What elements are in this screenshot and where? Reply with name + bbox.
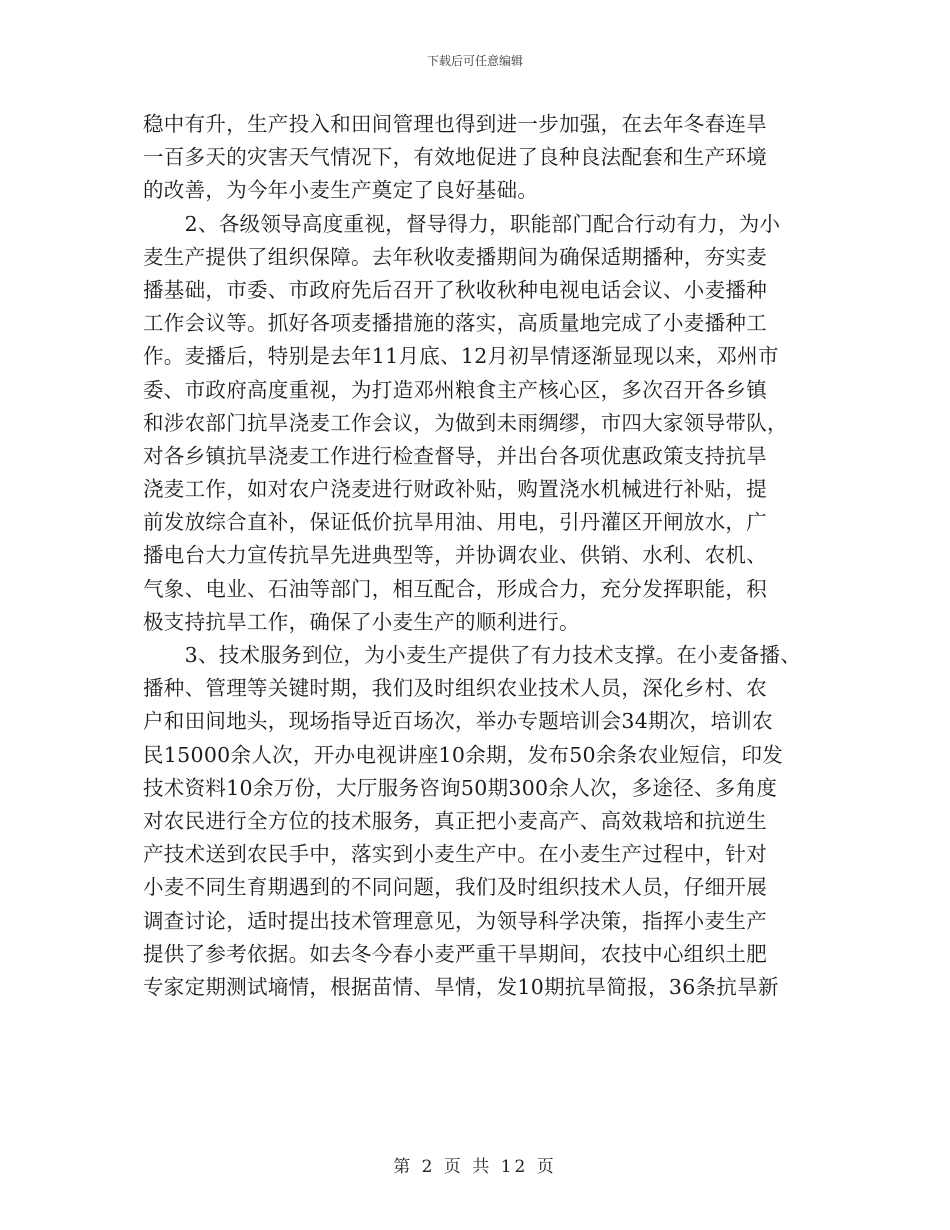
- text-line: 户和田间地头，现场指导近百场次，举办专题培训会34期次，培训农: [143, 709, 773, 734]
- text-line: 气象、电业、石油等部门，相互配合，形成合力，充分发挥职能，积: [143, 576, 767, 601]
- text-line: 麦生产提供了组织保障。去年秋收麦播期间为确保适期播种，夯实麦: [143, 244, 767, 269]
- text-line: 和涉农部门抗旱浇麦工作会议，为做到未雨绸缪，市四大家领导带队，: [143, 410, 788, 435]
- text-line: 委、市政府高度重视，为打造邓州粮食主产核心区，多次召开各乡镇: [143, 377, 767, 402]
- text-line: 播种、管理等关键时期，我们及时组织农业技术人员，深化乡村、农: [143, 676, 767, 701]
- text-line: 工作会议等。抓好各项麦播措施的落实，高质量地完成了小麦播种工: [143, 311, 767, 336]
- text-line: 3、技术服务到位，为小麦生产提供了有力技术支撑。在小麦备播、: [143, 643, 802, 667]
- text-line: 民15000余人次，开办电视讲座10余期，发布50余条农业短信，印发: [143, 742, 784, 767]
- text-line: 极支持抗旱工作，确保了小麦生产的顺利进行。: [143, 609, 580, 634]
- text-line: 专家定期测试墒情，根据苗情、旱情，发10期抗旱简报，36条抗旱新: [143, 974, 779, 999]
- text-line: 产技术送到农民手中，落实到小麦生产中。在小麦生产过程中，针对: [143, 842, 767, 867]
- text-line: 调查讨论，适时提出技术管理意见，为领导科学决策，指挥小麦生产: [143, 908, 767, 933]
- text-line: 播电台大力宣传抗旱先进典型等，并协调农业、供销、水利、农机、: [143, 543, 767, 568]
- page-number-footer: 第 2 页 共 12 页: [393, 1157, 557, 1177]
- page-header: 下载后可任意编辑: [426, 54, 523, 68]
- text-line: 前发放综合直补，保证低价抗旱用油、用电，引丹灌区开闸放水，广: [143, 510, 767, 535]
- document-body: [143, 108, 823, 1004]
- text-line: 技术资料10余万份，大厅服务咨询50期300余人次，多途径、多角度: [143, 775, 778, 800]
- text-line: 2、各级领导高度重视，督导得力，职能部门配合行动有力，为小: [143, 211, 781, 236]
- text-line: 的改善，为今年小麦生产奠定了良好基础。: [143, 178, 539, 203]
- text-line: 提供了参考依据。如去冬今春小麦严重干旱期间，农技中心组织土肥: [143, 941, 767, 966]
- text-line: 播基础，市委、市政府先后召开了秋收秋种电视电话会议、小麦播种: [143, 277, 767, 302]
- text-line: 稳中有升，生产投入和田间管理也得到进一步加强，在去年冬春连旱: [143, 112, 767, 136]
- text-line: 对农民进行全方位的技术服务，真正把小麦高产、高效栽培和抗逆生: [143, 808, 767, 833]
- text-line: 浇麦工作，如对农户浇麦进行财政补贴，购置浇水机械进行补贴，提: [143, 477, 767, 502]
- text-line: 作。麦播后，特别是去年11月底、12月初旱情逐渐显现以来，邓州市: [143, 344, 779, 369]
- text-line: 小麦不同生育期遇到的不同问题，我们及时组织技术人员，仔细开展: [143, 875, 767, 900]
- text-line: 一百多天的灾害天气情况下，有效地促进了良种良法配套和生产环境: [143, 145, 767, 170]
- text-line: 对各乡镇抗旱浇麦工作进行检查督导，并出台各项优惠政策支持抗旱: [143, 443, 767, 468]
